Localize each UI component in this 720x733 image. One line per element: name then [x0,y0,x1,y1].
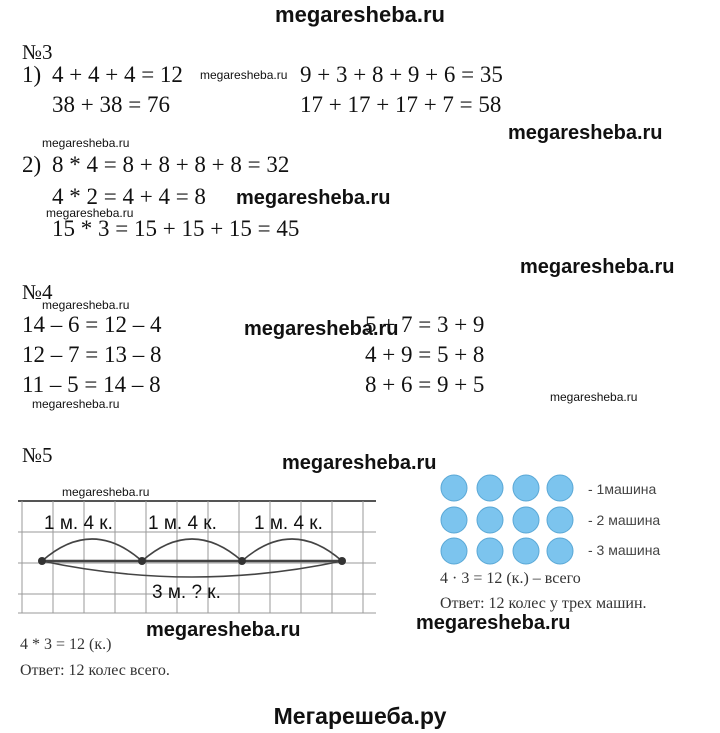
watermark-small: megaresheba.ru [42,136,130,150]
task3-eq-5: 8 * 4 = 8 + 8 + 8 + 8 = 32 [52,152,290,177]
watermark-small: megaresheba.ru [200,68,288,82]
task3-eq-2: 38 + 38 = 76 [52,92,170,117]
watermark-big: megaresheba.ru [282,452,437,474]
watermark-big: megaresheba.ru [244,318,399,340]
task3-eq-6: 4 * 2 = 4 + 4 = 8 [52,184,206,209]
task3-eq-3: 9 + 3 + 8 + 9 + 6 = 35 [300,62,503,87]
wheel-icon [477,538,503,564]
task4-left-2: 12 – 7 = 13 – 8 [22,342,162,367]
watermark-small: megaresheba.ru [550,390,638,404]
total-label: 3 м. ? к. [152,582,221,603]
legend-car-2: - 2 машина [588,512,661,528]
task3-eq-4: 17 + 17 + 17 + 7 = 58 [300,92,502,117]
answer-left: Ответ: 12 колес всего. [20,662,170,679]
watermark-big: megaresheba.ru [236,187,391,209]
segment-label-3: 1 м. 4 к. [254,513,323,534]
wheel-icon [441,475,467,501]
wheel-icon [547,475,573,501]
watermark-small: megaresheba.ru [46,206,134,220]
legend-car-1: - 1машина [588,481,657,497]
answer-right: Ответ: 12 колес у трех машин. [440,595,647,612]
watermark-big: megaresheba.ru [146,619,301,641]
watermark-small: megaresheba.ru [42,298,130,312]
point-3 [238,557,246,565]
task4-right-2: 4 + 9 = 5 + 8 [365,342,485,367]
task3-part2-label: 2) [22,152,42,177]
arc-3 [242,539,342,561]
wheels-picture [438,472,578,570]
task5-number: №5 [22,443,53,467]
task3-number: №3 [22,40,53,64]
top-watermark: megaresheba.ru [275,2,445,27]
bottom-watermark: Мегарешеба.ру [273,703,447,729]
wheel-icon [477,507,503,533]
legend-car-3: - 3 машина [588,542,661,558]
wheel-icon [441,507,467,533]
segment-label-2: 1 м. 4 к. [148,513,217,534]
task3-eq-1: 4 + 4 + 4 = 12 [52,62,183,87]
point-4 [338,557,346,565]
task3-part1-label: 1) [22,62,42,87]
arcs [42,539,342,577]
task3-eq-7: 15 * 3 = 15 + 15 + 15 = 45 [52,216,300,241]
watermark-big: megaresheba.ru [416,612,571,634]
watermark-big: megaresheba.ru [508,122,663,144]
wheel-icon [477,475,503,501]
solution-right: 4 · 3 = 12 (к.) – всего [440,570,581,587]
watermark-big: megaresheba.ru [520,256,675,278]
wheel-icon [513,538,539,564]
arc-1 [42,539,142,561]
task4-left-1: 14 – 6 = 12 – 4 [22,312,162,337]
wheel-icon [547,538,573,564]
task4-right-1: 5 + 7 = 3 + 9 [365,312,485,337]
segment-label-1: 1 м. 4 к. [44,513,113,534]
wheel-icon [441,538,467,564]
wheel-icon [513,507,539,533]
task4-number: №4 [22,280,53,304]
watermark-small: megaresheba.ru [62,485,150,499]
task4-right-3: 8 + 6 = 9 + 5 [365,372,485,397]
wheel-icon [513,475,539,501]
wheel-icon [547,507,573,533]
point-2 [138,557,146,565]
task4-left-3: 11 – 5 = 14 – 8 [22,372,161,397]
solution-left: 4 * 3 = 12 (к.) [20,636,112,653]
point-1 [38,557,46,565]
arc-2 [142,539,242,561]
watermark-small: megaresheba.ru [32,397,120,411]
